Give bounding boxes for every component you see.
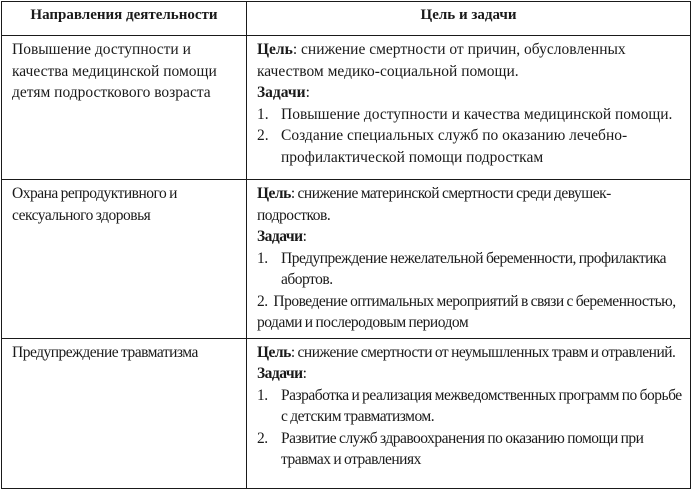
direction-cell — [2, 36, 247, 180]
task-number: 1. — [257, 386, 268, 404]
activity-directions-table — [1, 1, 691, 489]
direction-text: Повышение доступности и качества медицинской помощи детям подросткового возраста — [12, 41, 217, 101]
tasks-heading: Задачи: — [257, 365, 307, 382]
task-item — [257, 104, 682, 126]
task-item — [257, 385, 682, 428]
tasks-heading: Задачи: — [257, 84, 310, 101]
goal-line: Цель: снижение смертности от причин, обусловленных качеством медико-социальной помощи. — [257, 41, 626, 80]
goal-text: снижение смертности от причин, обусловленных качеством медико-социальной помощи. — [257, 41, 626, 80]
task-text: Развитие служб здравоохранения по оказанию помощи при травмах и отравлениях — [281, 429, 644, 468]
goal-text: снижение смертности от неумышленных травм и отравлений. — [297, 343, 676, 361]
goal-text: снижение материнской смертности среди девушек-подростков. — [257, 185, 611, 224]
task-number: 2. — [257, 127, 269, 144]
task-number: 1. — [257, 249, 268, 267]
tasks-heading: Задачи: — [257, 228, 307, 245]
task-item — [257, 428, 682, 471]
task-text: Создание специальных служб по оказанию лечебно-профилактической помощи подросткам — [281, 127, 628, 166]
column-header-goals-tasks: Цель и задачи — [247, 2, 691, 36]
task-number: 2. — [257, 429, 268, 447]
goal-tasks-cell — [247, 36, 691, 180]
direction-cell — [2, 338, 247, 488]
goal-line: Цель: снижение материнской смертности среди девушек-подростков. — [257, 185, 611, 224]
tasks-list — [257, 104, 682, 169]
column-header-directions: Направления деятельности — [2, 2, 247, 36]
tasks-list — [257, 385, 682, 471]
task-number: 2. — [257, 292, 268, 310]
table-row — [2, 180, 691, 339]
goal-line: Цель: снижение смертности от неумышленных травм и отравлений. — [257, 343, 676, 361]
goal-label: Цель — [257, 343, 291, 361]
table-header-row — [2, 2, 691, 36]
task-text: Проведение оптимальных мероприятий в связи с беременностью, родами и послеродовым периодом — [257, 292, 676, 331]
goal-tasks-cell — [247, 338, 691, 488]
task-item — [257, 125, 682, 168]
task-item — [257, 248, 682, 291]
direction-cell — [2, 180, 247, 339]
table-row — [2, 338, 691, 488]
direction-text: Охрана репродуктивного и сексуального здоровья — [12, 185, 177, 224]
task-number: 1. — [257, 105, 269, 123]
task-text: Разработка и реализация межведомственных программ по борьбе с детским травматизмом. — [281, 386, 682, 425]
goal-tasks-cell — [247, 180, 691, 339]
table-row — [2, 36, 691, 180]
goal-label: Цель — [257, 185, 291, 202]
direction-text: Предупреждение травматизма — [12, 343, 198, 361]
task-item — [257, 291, 682, 334]
tasks-list — [257, 248, 682, 334]
task-text: Повышение доступности и качества медицинской помощи. — [281, 105, 673, 123]
goal-label: Цель — [257, 41, 293, 58]
task-text: Предупреждение нежелательной беременности, профилактика абортов. — [281, 249, 667, 288]
